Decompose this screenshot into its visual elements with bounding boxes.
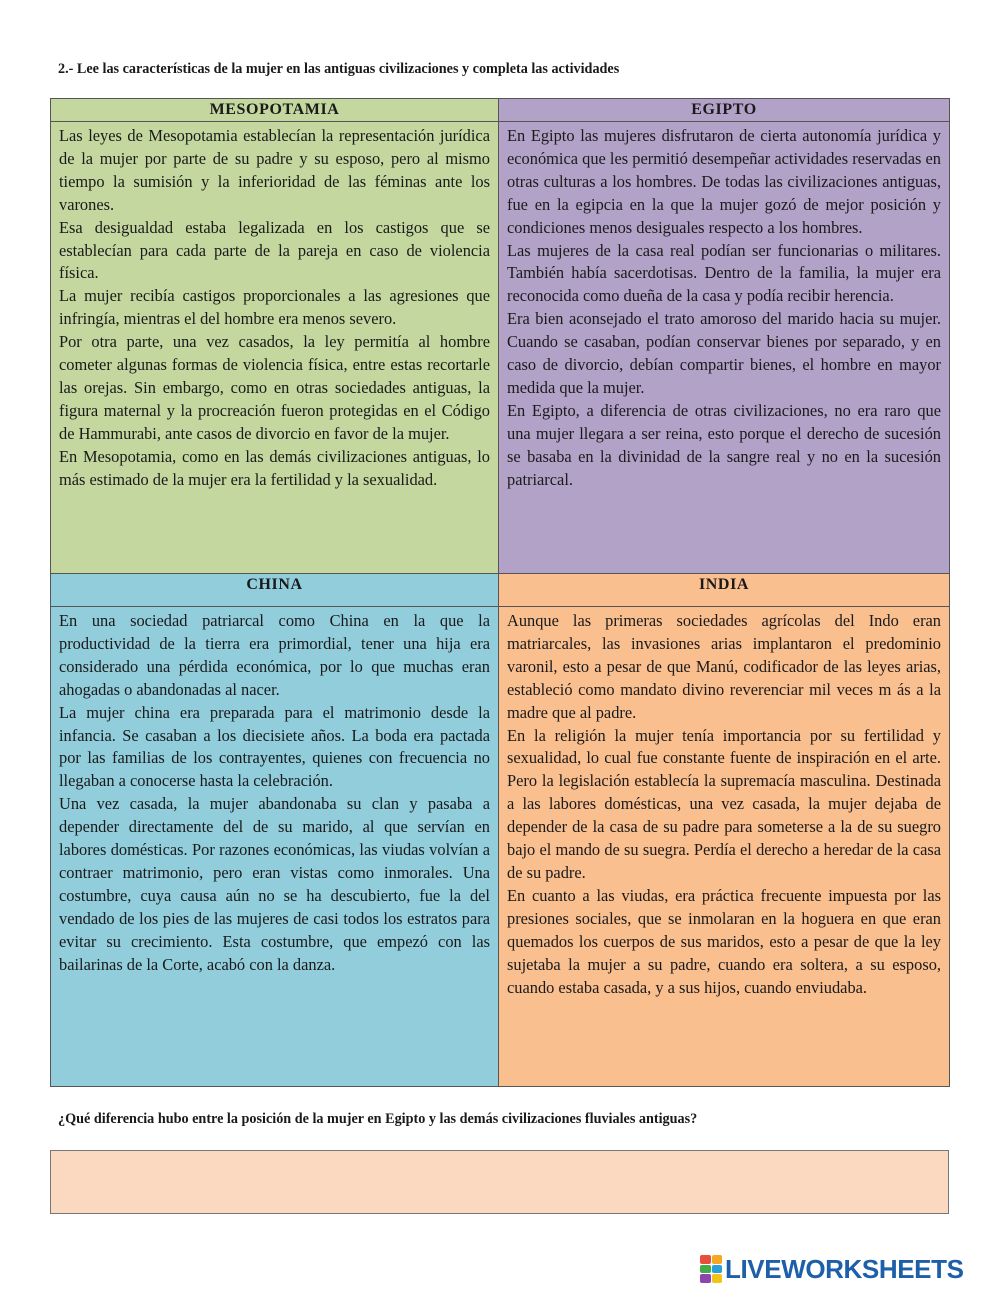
paragraph: Las leyes de Mesopotamia establecían la representación jurídica de la mujer por parte de su padre y su esposo, pero al mismo tiempo la sumisión y la inferioridad de las féminas ante los varones. bbox=[59, 126, 490, 214]
china-header: CHINA bbox=[51, 574, 499, 607]
civilizations-table bbox=[50, 98, 950, 1087]
paragraph: La mujer china era preparada para el matrimonio desde la infancia. Se casaban a los diecisiete años. La boda era pactada por las familias de los contrayentes, quienes con frecuencia no llegaban a conocerse hasta la celebración. bbox=[59, 702, 490, 791]
india-text bbox=[499, 607, 950, 1087]
liveworksheets-brand bbox=[700, 1252, 996, 1286]
china-text bbox=[51, 607, 499, 1087]
liveworksheets-logo-icon bbox=[700, 1255, 722, 1283]
paragraph: Esa desigualdad estaba legalizada en los castigos que se establecían para cada parte de la pareja en caso de violencia física. bbox=[59, 217, 490, 283]
mesopotamia-text bbox=[51, 122, 499, 574]
india-header: INDIA bbox=[499, 574, 950, 607]
paragraph: Aunque las primeras sociedades agrícolas del Indo eran matriarcales, las invasiones arias implantaron el predominio varonil, esto a pesar de que Manú, codificador de las leyes arias, estableció como mandato divino reverenciar mil veces m ás a la madre que al padre. bbox=[507, 611, 941, 722]
paragraph: En la religión la mujer tenía importancia por su fertilidad y sexualidad, lo cual fue constante fuente de inspiración en el arte. Pero la legislación establecía la supremacía masculina. Destinada a las labores domésticas, una vez casada, la mujer dejaba de depender de la casa de su padre para someterse a la de su suegro bajo el mando de su suegra. Perdía el derecho a heredar de la casa de su padre. bbox=[507, 725, 941, 882]
brand-name: LIVEWORKSHEETS bbox=[725, 1253, 964, 1284]
paragraph: Por otra parte, una vez casados, la ley permitía al hombre cometer algunas formas de violencia física, entre estas recortarle las orejas. Sin embargo, como en otras sociedades antiguas, la figura maternal y la procreación fueron protegidas en el Código de Hammurabi, ante casos de divorcio en favor de la mujer. bbox=[59, 332, 490, 443]
paragraph: En una sociedad patriarcal como China en la que la productividad de la tierra era primordial, tener una hija era considerado una pérdida económica, por lo que muchas eran ahogadas o abandonadas al nacer. bbox=[59, 611, 490, 699]
egipto-text bbox=[499, 122, 950, 574]
paragraph: En Mesopotamia, como en las demás civilizaciones antiguas, lo más estimado de la mujer era la fertilidad y la sexualidad. bbox=[59, 446, 490, 489]
paragraph: En Egipto, a diferencia de otras civilizaciones, no era raro que una mujer llegara a ser reina, esto porque el derecho de sucesión se basaba en la divinidad de la sangre real y no en la sucesión patriarcal. bbox=[507, 400, 941, 489]
answer-input-box[interactable] bbox=[50, 1150, 949, 1214]
paragraph: En Egipto las mujeres disfrutaron de cierta autonomía jurídica y económica que les permitió desempeñar actividades reservadas en otras culturas a los hombres. De todas las civilizaciones antiguas, fue en la egipcia en la que la mujer gozó de mejor posición y condiciones menos desiguales respecto a los hombres. bbox=[507, 126, 941, 237]
paragraph: Una vez casada, la mujer abandonaba su clan y pasaba a depender directamente del de su marido, al que servían en labores domésticas. Por razones económicas, las viudas volvían a contraer matrimonio, pero eran vistas como inmorales. Una costumbre, cuya causa aún no se ha descubierto, fue la del vendado de los pies de las mujeres de casi todos los estratos para evitar su crecimiento. Esta costumbre, que empezó con las bailarinas de la Corte, acabó con la danza. bbox=[59, 794, 490, 974]
paragraph: La mujer recibía castigos proporcionales a las agresiones que infringía, mientras el del hombre era menos severo. bbox=[59, 286, 490, 329]
paragraph: Las mujeres de la casa real podían ser funcionarias o militares. También había sacerdotisas. Dentro de la familia, la mujer era reconocida como dueña de la casa y podía recibir herencia. bbox=[507, 240, 941, 306]
paragraph: Era bien aconsejado el trato amoroso del marido hacia su mujer. Cuando se casaban, podían conservar bienes por separado, y en caso de divorcio, debían compartir bienes, el hombre en mayor medida que la mujer. bbox=[507, 309, 941, 397]
instruction-text: 2.- Lee las características de la mujer en las antiguas civilizaciones y completa las actividades bbox=[58, 61, 620, 77]
mesopotamia-header: MESOPOTAMIA bbox=[51, 99, 499, 122]
egipto-header: EGIPTO bbox=[499, 99, 950, 122]
paragraph: En cuanto a las viudas, era práctica frecuente impuesta por las presiones sociales, que se inmolaran en la hoguera en que eran quemados los cuerpos de sus maridos, esto a pesar de que la ley sujetaba la mujer a su padre, cuando era soltera, a su esposo, cuando estaba casada, y a sus hijos, cuando enviudaba. bbox=[507, 885, 941, 997]
question-text: ¿Qué diferencia hubo entre la posición de la mujer en Egipto y las demás civilizaciones fluviales antiguas? bbox=[58, 1111, 698, 1127]
